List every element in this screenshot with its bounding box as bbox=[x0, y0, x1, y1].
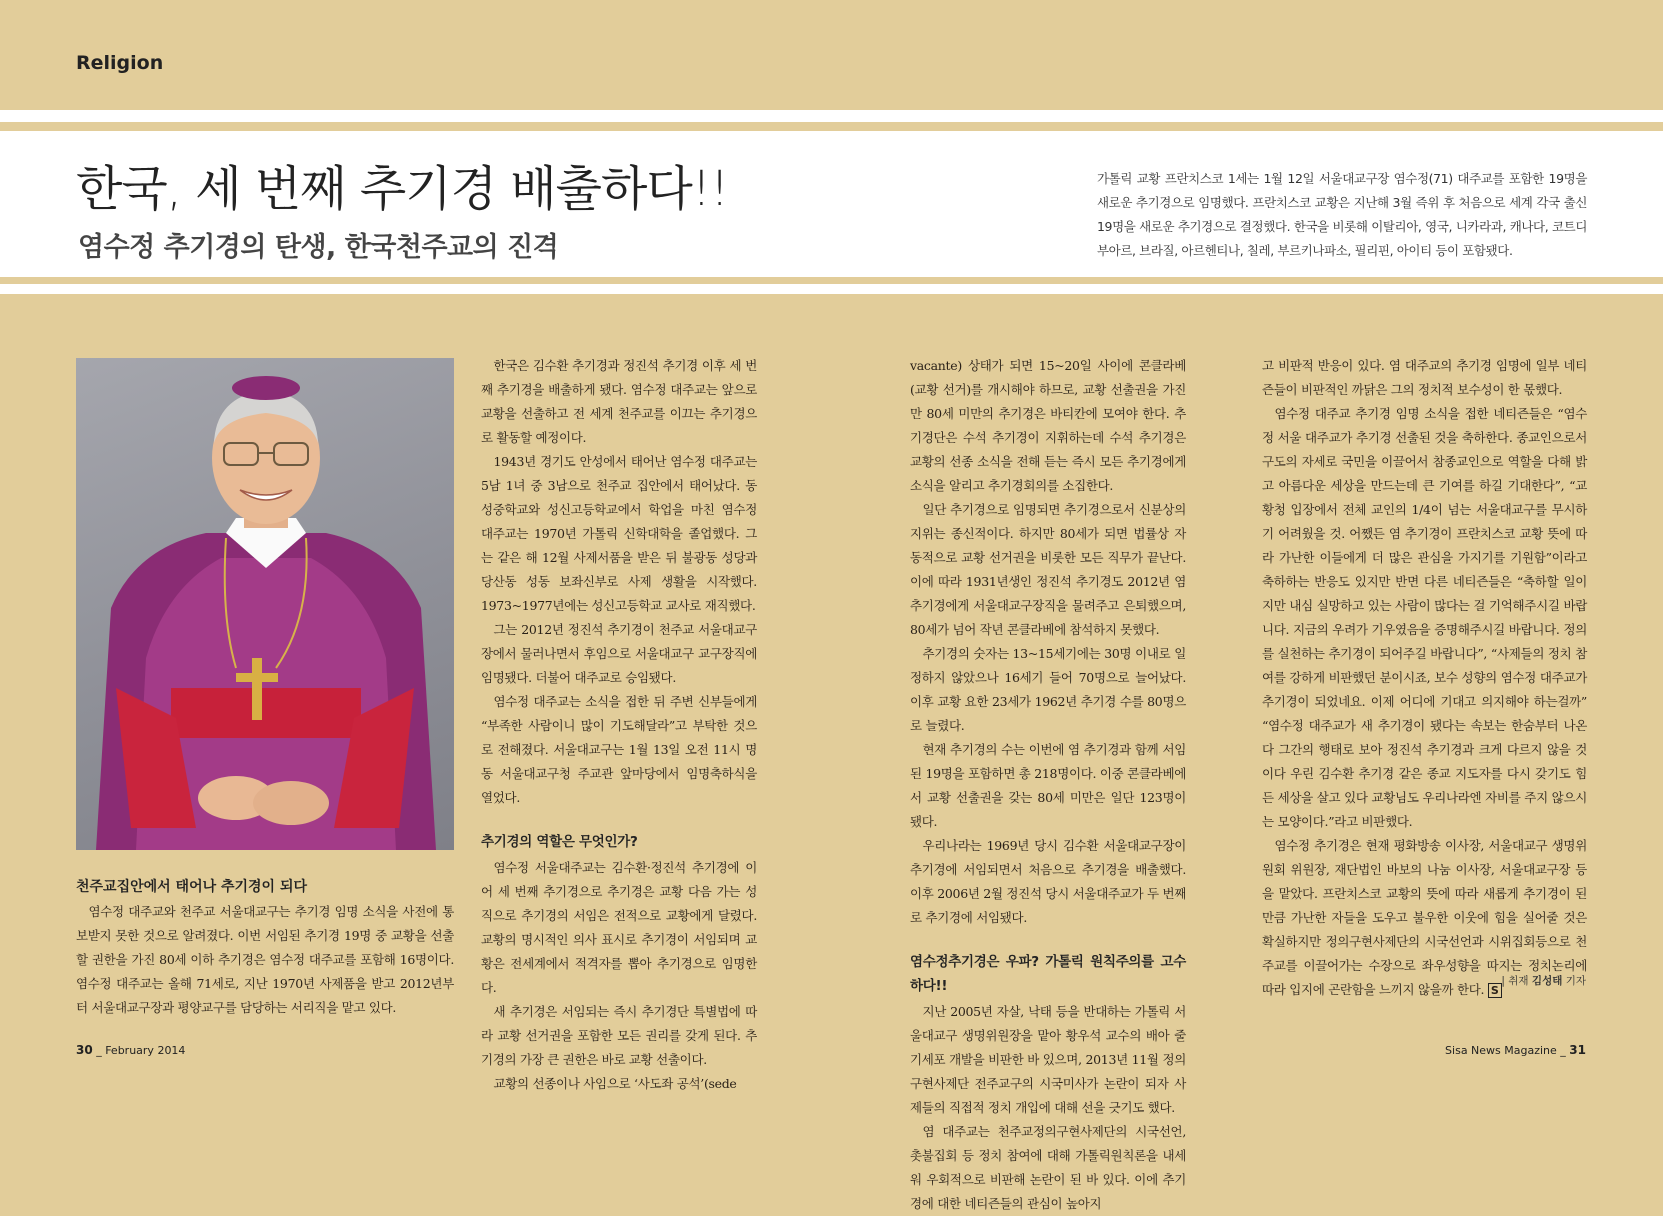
folio-left bbox=[76, 1043, 185, 1057]
caption-body: 염수정 대주교와 천주교 서울대교구는 추기경 임명 소식을 사전에 통보받지 못한 것으로 알려졌다. 이번 서임된 추기경 19명 중 교황을 선출할 권한을 가진 80세 이하 추기경은 염수정 대주교를 포함해 16명이다. 염수정 대주교는 올해 71세로, 지난 1970년 사제품을 받고 2012년부터 서울대교구장과 평양교구를 담당하는 서리직을 맡고 있다. bbox=[76, 904, 454, 1015]
summary-lede: 가톨릭 교황 프란치스코 1세는 1월 12일 서울대교구장 염수정(71) 대주교를 포함한 19명을 새로운 추기경으로 임명했다. 프란치스코 교황은 지난해 3월 즉위 후 처음으로 세계 각국 출신 19명을 새로운 추기경으로 결정했다. 한국을 비롯해 이탈리아, 영국, 니카라과, 캐나다, 코트디부아르, 브라질, 아르헨티나, 칠레, 부르키나파소, 필리핀, 아이티 등이 포함됐다. bbox=[1097, 171, 1587, 258]
byline-role: 기자 bbox=[1565, 975, 1586, 987]
paragraph: 1943년 경기도 안성에서 태어난 염수정 대주교는 5남 1녀 중 3남으로 천주교 집안에서 태어났다. 동성중학교와 성신고등학교에서 학업을 마친 염수정 대주교는 1970년 가톨릭 신학대학을 졸업했다. 그는 같은 해 12월 사제서품을 받은 뒤 불광동 성당과 당산동 성동 보좌신부로 사제 생활을 시작했다. 1973~1977년에는 성신고등학교 교사로 재직했다. bbox=[481, 454, 757, 613]
top-rule bbox=[0, 110, 1663, 122]
article-column-1 bbox=[481, 354, 757, 1096]
paragraph: 염수정 대주교는 소식을 접한 뒤 주변 신부들에게 “부족한 사람이니 많이 기도해달라”고 부탁한 것으로 전해졌다. 서울대교구는 1월 13일 오전 11시 명동 서울대교구청 주교관 앞마당에서 임명축하식을 열었다. bbox=[481, 694, 757, 805]
section-label: Religion bbox=[76, 52, 164, 74]
paragraph: 지난 2005년 자살, 낙태 등을 반대하는 가톨릭 서울대교구 생명위원장을 맡아 황우석 교수의 배아 줄기세포 개발을 비판한 바 있으며, 2013년 11월 정의구현사제단 전주교구의 시국미사가 논란이 되자 사제들의 직접적 정치 개입에 대해 선을 긋기도 했다. bbox=[910, 1004, 1186, 1115]
paragraph: 우리나라는 1969년 당시 김수환 서울대교구장이 추기경에 서임되면서 처음으로 추기경을 배출했다. 이후 2006년 2월 정진석 당시 서울대주교가 두 번째로 추기경에 서임됐다. bbox=[910, 838, 1186, 925]
paragraph: 일단 추기경으로 임명되면 추기경으로서 신분상의 지위는 종신적이다. 하지만 80세가 되면 법률상 자동적으로 교황 선거권을 비롯한 모든 직무가 끝난다. 이에 따라 1931년생인 정진석 추기경도 2012년 염 추기경에게 서울대교구장직을 물려주고 은퇴했으며, 80세가 넘어 작년 콘클라베에 참석하지 못했다. bbox=[910, 502, 1186, 637]
paragraph: 염수정 서울대주교는 김수환·정진석 추기경에 이어 세 번째 추기경으로 추기경은 교황 다음 가는 성직으로 추기경의 서임은 전적으로 교황에게 달렸다. 교황의 명시적인 의사 표시로 추기경이 서임되며 교황은 전세계에서 적격자를 뽑아 추기경으로 임명한다. bbox=[481, 860, 757, 995]
end-mark: S bbox=[1488, 983, 1502, 998]
page-number-right: 31 bbox=[1569, 1043, 1586, 1057]
paragraph: 염수정 대주교 추기경 임명 소식을 접한 네티즌들은 “염수정 서울 대주교가 추기경 선출된 것을 축하한다. 종교인으로서 구도의 자세로 국민을 이끌어서 참종교인으로 역할을 다해 밝고 아름다운 세상을 만드는데 큰 기여를 하길 기대한다”, “교황청 입장에서 전체 교인의 1/4이 넘는 서울대교구를 무시하기 어려웠을 것. 어쨌든 염 추기경이 프란치스코 교황 뜻에 따라 가난한 이들에게 더 많은 관심을 가지기를 기원함”이라고 축하하는 반응도 있지만 반면 다른 네티즌들은 “축하할 일이지만 내심 실망하고 있는 사람이 많다는 걸 기억해주시길 바랍니다. 지금의 우려가 기우였음을 증명해주시길 바랍니다. 정의를 실천하는 추기경이 되어주길 바랍니다”, “사제들의 정치 참여를 강하게 비판했던 분이시죠, 보수 성향의 염수정 대주교가 추기경이 되었네요. 이제 어디에 기대고 의지해야 하는걸까” “염수정 대주교가 새 추기경이 됐다는 속보는 한숨부터 나온다 그간의 행태로 보아 정진석 추기경과 크게 다르지 않을 것이다 우린 김수환 추기경 같은 종교 지도자를 다시 갖기도 힘든 세상을 살고 있다 교황님도 우리나라엔 자비를 주지 않으시는 모양이다.”라고 비판했다. bbox=[1262, 406, 1587, 829]
paragraph: 염 대주교는 천주교정의구현사제단의 시국선언, 촛불집회 등 정치 참여에 대해 가톨릭원칙론을 내세워 우회적으로 비판해 논란이 된 바 있다. 이에 추기경에 대한 네티즌들의 관심이 높아지 bbox=[910, 1124, 1186, 1211]
paragraph: 고 비판적 반응이 있다. 염 대주교의 추기경 임명에 일부 네티즌들이 비판적인 까닭은 그의 정치적 보수성이 한 몫했다. bbox=[1262, 358, 1587, 397]
subheadline: 염수정 추기경의 탄생, 한국천주교의 진격 bbox=[78, 232, 559, 263]
paragraph: 그는 2012년 정진석 추기경이 천주교 서울대교구장에서 물러나면서 후임으로 서울대교구 교구장직에 임명됐다. 더불어 대주교로 승임됐다. bbox=[481, 622, 757, 685]
folio-right bbox=[1445, 1043, 1586, 1057]
article-column-2 bbox=[910, 354, 1186, 1216]
paragraph: 현재 추기경의 수는 이번에 염 추기경과 함께 서임된 19명을 포함하면 총 218명이다. 이중 콘클라베에서 교황 선출권을 갖는 80세 미만은 일단 123명이 됐다. bbox=[910, 742, 1186, 829]
paragraph-text: 염수정 추기경은 현재 평화방송 이사장, 서울대교구 생명위원회 위원장, 재단법인 바보의 나눔 이사장, 서울대교구장 등을 맡았다. 프란치스코 교황의 뜻에 따라 새롭게 추기경이 된만큼 가난한 자들을 도우고 불우한 이웃에 힘을 실어줄 것은 확실하지만 정의구현사제단의 시국선언과 시위집회등으로 천주교를 이끌어가는 수장으로 좌우성향을 따지는 정치논리에 따라 입지에 곤란함을 느끼지 않을까 한다. bbox=[1262, 838, 1587, 997]
cardinal-photo bbox=[76, 358, 454, 850]
folio-left-text: _ February 2014 bbox=[96, 1044, 186, 1057]
section-heading: 추기경의 역할은 무엇인가? bbox=[481, 834, 638, 850]
paragraph: 교황의 선종이나 사임으로 ‘사도좌 공석’(sede bbox=[493, 1076, 737, 1091]
byline-label: | 취재 bbox=[1501, 975, 1529, 987]
byline-name: 김성태 bbox=[1531, 975, 1563, 987]
folio-right-text: Sisa News Magazine _ bbox=[1445, 1044, 1566, 1057]
paragraph: vacante) 상태가 되면 15~20일 사이에 콘클라베(교황 선거)를 개시해야 하므로, 교황 선출권을 가진 만 80세 미만의 추기경은 바티칸에 모여야 한다. 추기경단은 수석 추기경이 지휘하는데 수석 추기경은 교황의 선종 소식을 전해 듣는 즉시 모든 추기경에게 소식을 알리고 추기경회의를 소집한다. bbox=[910, 358, 1186, 493]
caption-heading: 천주교집안에서 태어나 추기경이 되다 bbox=[76, 879, 308, 895]
article-column-3 bbox=[1262, 354, 1587, 1003]
paragraph: 한국은 김수환 추기경과 정진석 추기경 이후 세 번째 추기경을 배출하게 됐다. 염수정 대주교는 앞으로 교황을 선출하고 전 세계 천주교를 이끄는 추기경으로 활동할 예정이다. bbox=[481, 358, 757, 445]
cardinal-portrait-image bbox=[76, 358, 454, 850]
bottom-rule bbox=[0, 284, 1663, 294]
page-number-left: 30 bbox=[76, 1043, 93, 1057]
byline bbox=[1501, 973, 1586, 988]
headline: 한국, 세 번째 추기경 배출하다!! bbox=[76, 161, 729, 217]
section-heading: 염수정추기경은 우파? 가톨릭 원칙주의를 고수하다!! bbox=[910, 954, 1186, 994]
paragraph: 추기경의 숫자는 13~15세기에는 30명 이내로 일정하지 않았으나 16세기 들어 70명으로 늘어났다. 이후 교황 요한 23세가 1962년 추기경 수를 80명으로 늘렸다. bbox=[910, 646, 1186, 733]
paragraph: 새 추기경은 서임되는 즉시 추기경단 특별법에 따라 교황 선거권을 포함한 모든 권리를 갖게 된다. 추기경의 가장 큰 권한은 바로 교황 선출이다. bbox=[481, 1004, 757, 1067]
